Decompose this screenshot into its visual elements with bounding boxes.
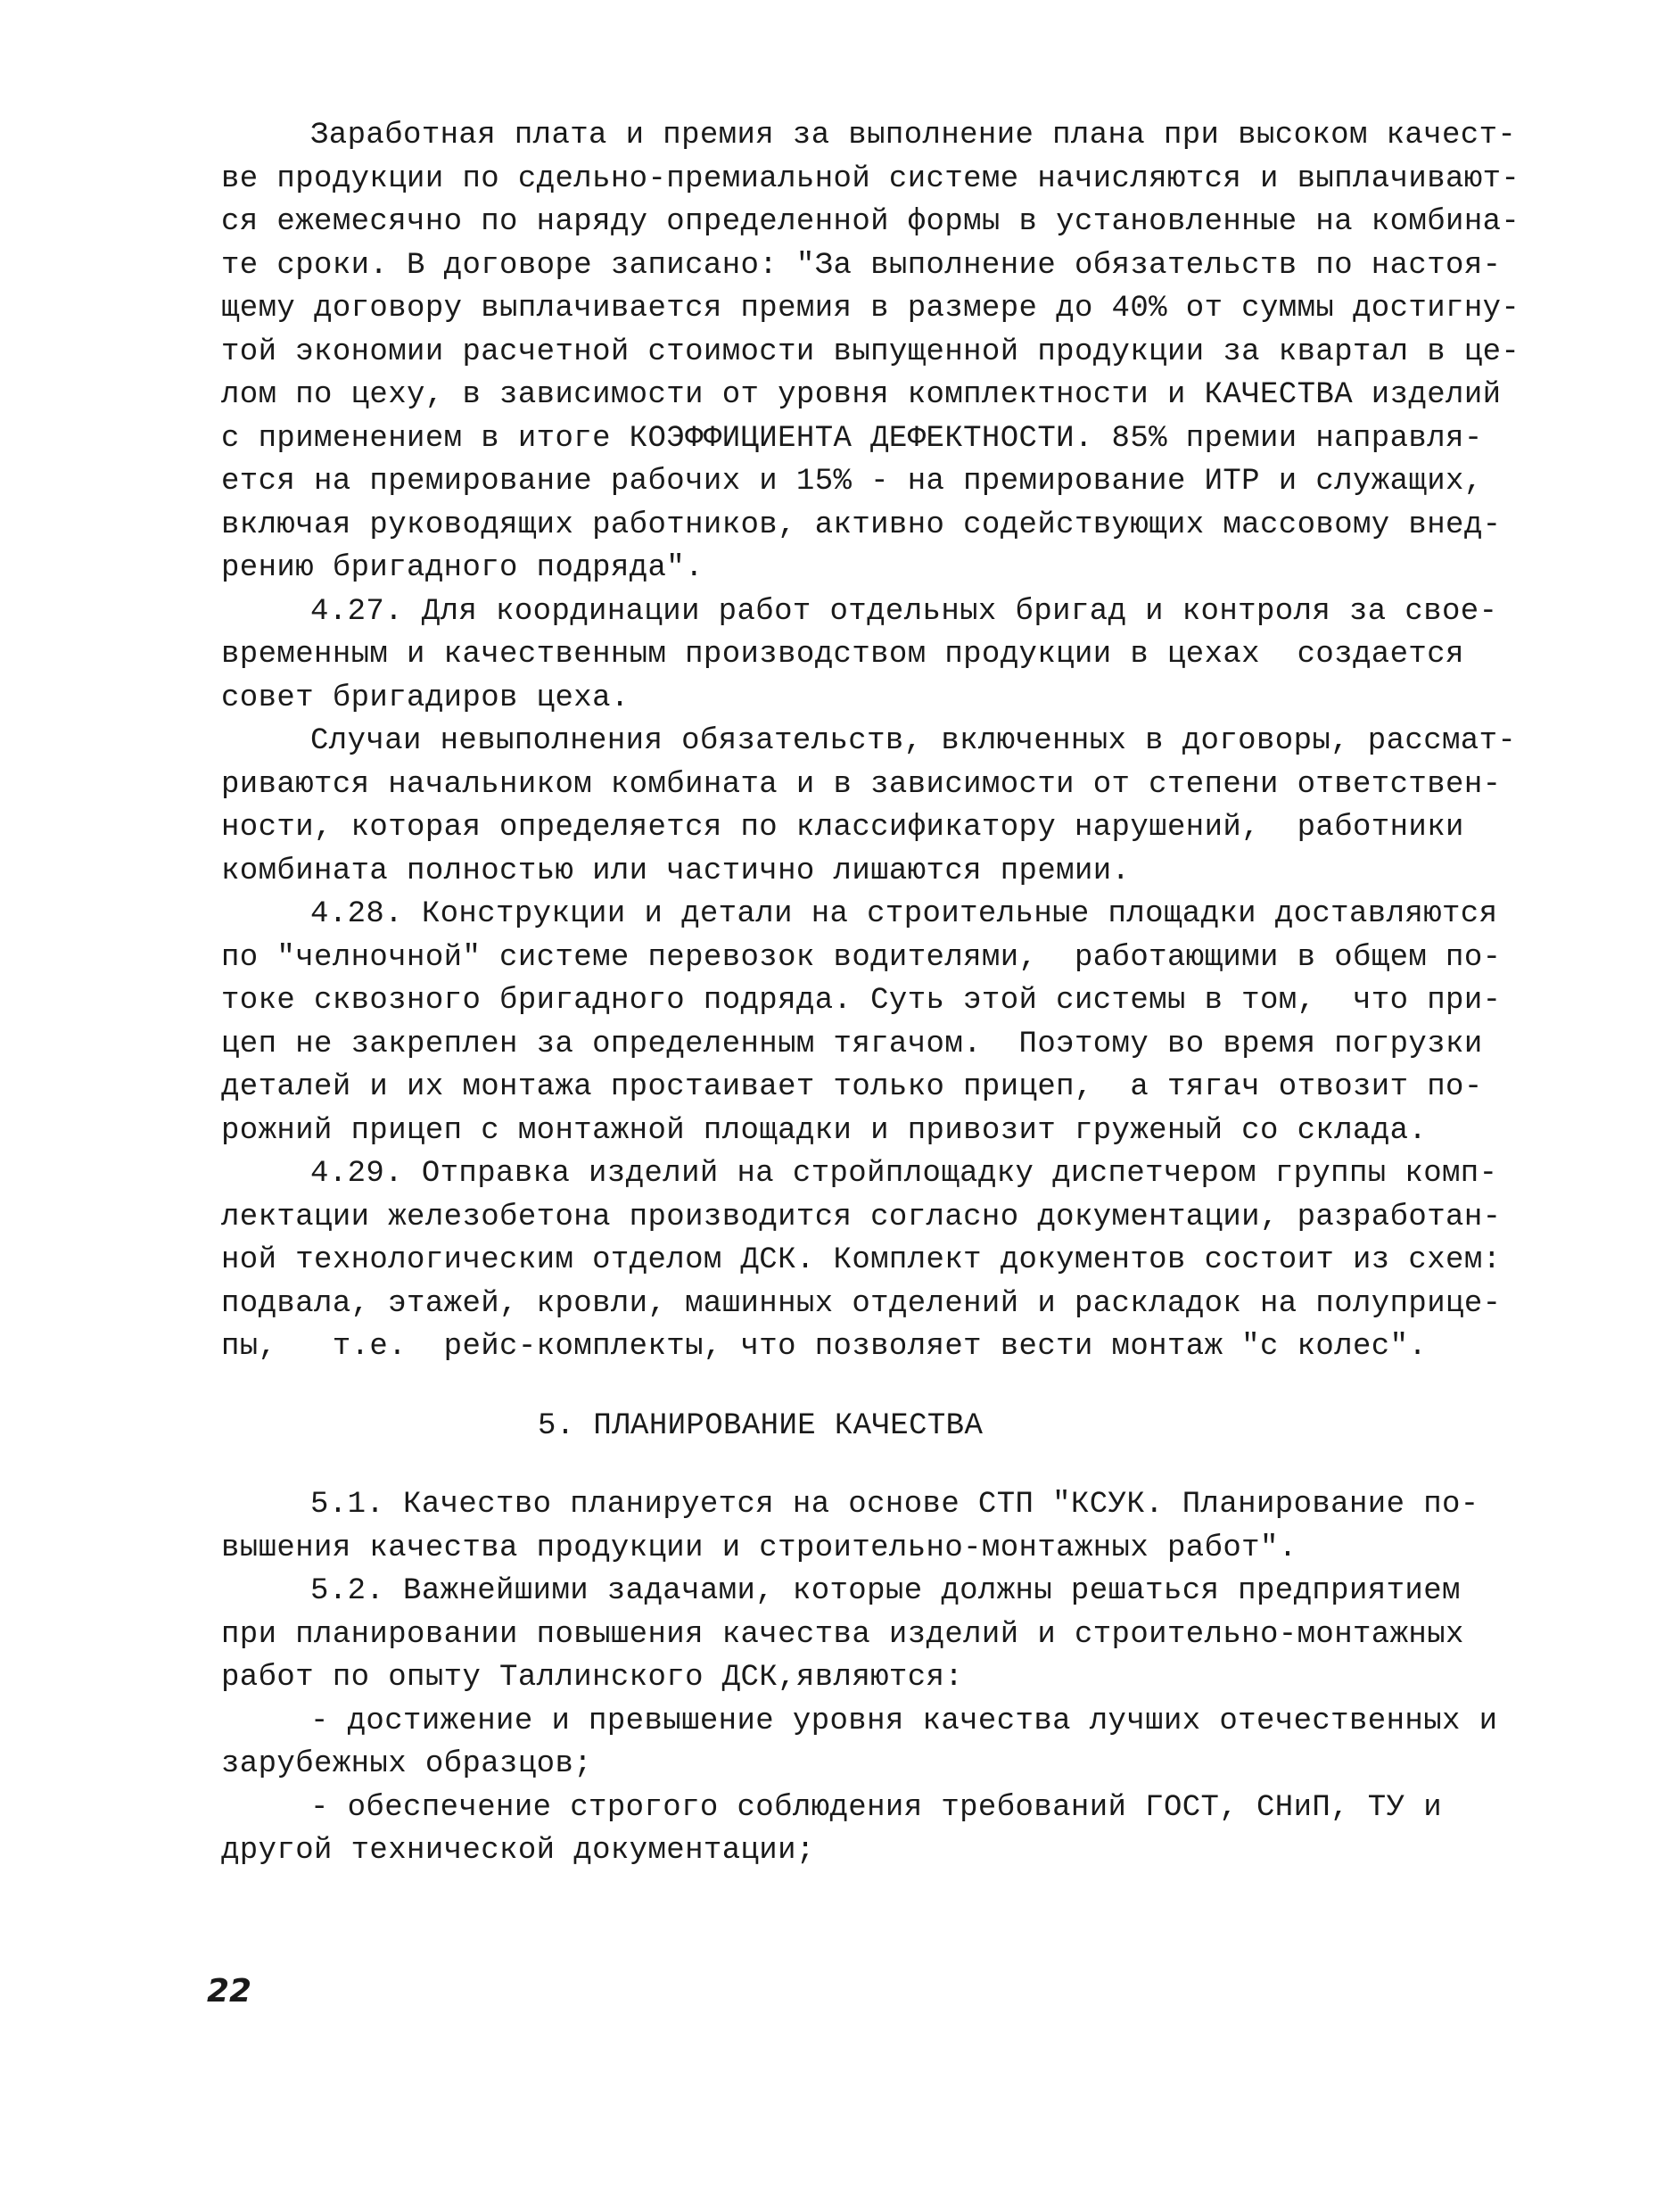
text-line: ве продукции по сдельно-премиальной системе начисляются и выплачивают- [221,161,1520,196]
text-line: ся ежемесячно по наряду определенной формы в установленные на комбина- [221,205,1520,239]
text-line: ной технологическим отделом ДСК. Комплект документов состоит из схем: [221,1243,1502,1277]
text-line: подвала, этажей, кровли, машинных отделений и раскладок на полуприце- [221,1286,1502,1321]
body-text [221,114,1520,1873]
text-line: лом по цеху, в зависимости от уровня комплектности и КАЧЕСТВА изделий [221,378,1502,412]
text-line: рению бригадного подряда". [221,551,704,585]
text-line: деталей и их монтажа простаивает только прицеп, а тягач отвозит по- [221,1070,1483,1104]
text-line: совет бригадиров цеха. [221,681,630,715]
text-line: при планировании повышения качества изделий и строительно-монтажных [221,1617,1464,1652]
text-line: пы, т.е. рейс-комплекты, что позволяет вести монтаж "с колес". [221,1330,1428,1364]
text-line: цеп не закреплен за определенным тягачом. Поэтому во время погрузки [221,1027,1483,1061]
text-line: ется на премирование рабочих и 15% - на премирование ИТР и служащих, [221,465,1483,499]
spacer [221,1369,1452,1405]
text-line: 5.1. Качество планируется на основе СТП "КСУК. Планирование по- [310,1488,1479,1522]
text-line: вышения качества продукции и строительно-монтажных работ". [221,1531,1297,1565]
text-line: те сроки. В договоре записано: "За выполнение обязательств по настоя- [221,248,1502,283]
text-line: по "челночной" системе перевозок водителями, работающими в общем по- [221,940,1502,975]
text-line: с применением в итоге КОЭФФИЦИЕНТА ДЕФЕКТНОСТИ. 85% премии направля- [221,421,1483,456]
text-line: той экономии расчетной стоимости выпущенной продукции за квартал в це- [221,334,1520,369]
text-line: 5.2. Важнейшими задачами, которые должны решаться предприятием [310,1574,1461,1608]
spacer [221,1448,1452,1483]
text-line: лектации железобетона производится согласно документации, разработан- [221,1200,1502,1234]
text-line: другой технической документации; [221,1834,815,1868]
text-line: Заработная плата и премия за выполнение плана при высоком качест- [310,119,1517,153]
text-line: 4.28. Конструкции и детали на строительные площадки доставляются [310,897,1498,931]
text-line: токе сквозного бригадного подряда. Суть этой системы в том, что при- [221,984,1502,1018]
text-line: 4.29. Отправка изделий на стройплощадку диспетчером группы комп- [310,1157,1498,1191]
text-line: Случаи невыполнения обязательств, включенных в договоры, рассмат- [310,724,1517,758]
text-line: временным и качественным производством продукции в цехах создается [221,638,1464,672]
page-number: 22 [207,1973,252,2010]
section-heading: 5. ПЛАНИРОВАНИЕ КАЧЕСТВА [538,1408,984,1443]
text-line: - достижение и превышение уровня качества лучших отечественных и [310,1704,1498,1738]
text-line: 4.27. Для координации работ отдельных бригад и контроля за свое- [310,594,1498,629]
text-line: комбината полностью или частично лишаются премии. [221,854,1131,888]
text-line: ности, которая определяется по классификатору нарушений, работники [221,811,1464,845]
text-line: работ по опыту Таллинского ДСК,являются: [221,1661,964,1695]
text-line: зарубежных образцов; [221,1747,593,1781]
text-line: риваются начальником комбината и в зависимости от степени ответствен- [221,767,1502,802]
text-line: рожний прицеп с монтажной площадки и привозит груженый со склада. [221,1113,1428,1148]
text-line: включая руководящих работников, активно содействующих массовому внед- [221,508,1502,542]
text-line: щему договору выплачивается премия в размере до 40% от суммы достигну- [221,292,1520,326]
text-line: - обеспечение строгого соблюдения требований ГОСТ, СНиП, ТУ и [310,1790,1443,1825]
